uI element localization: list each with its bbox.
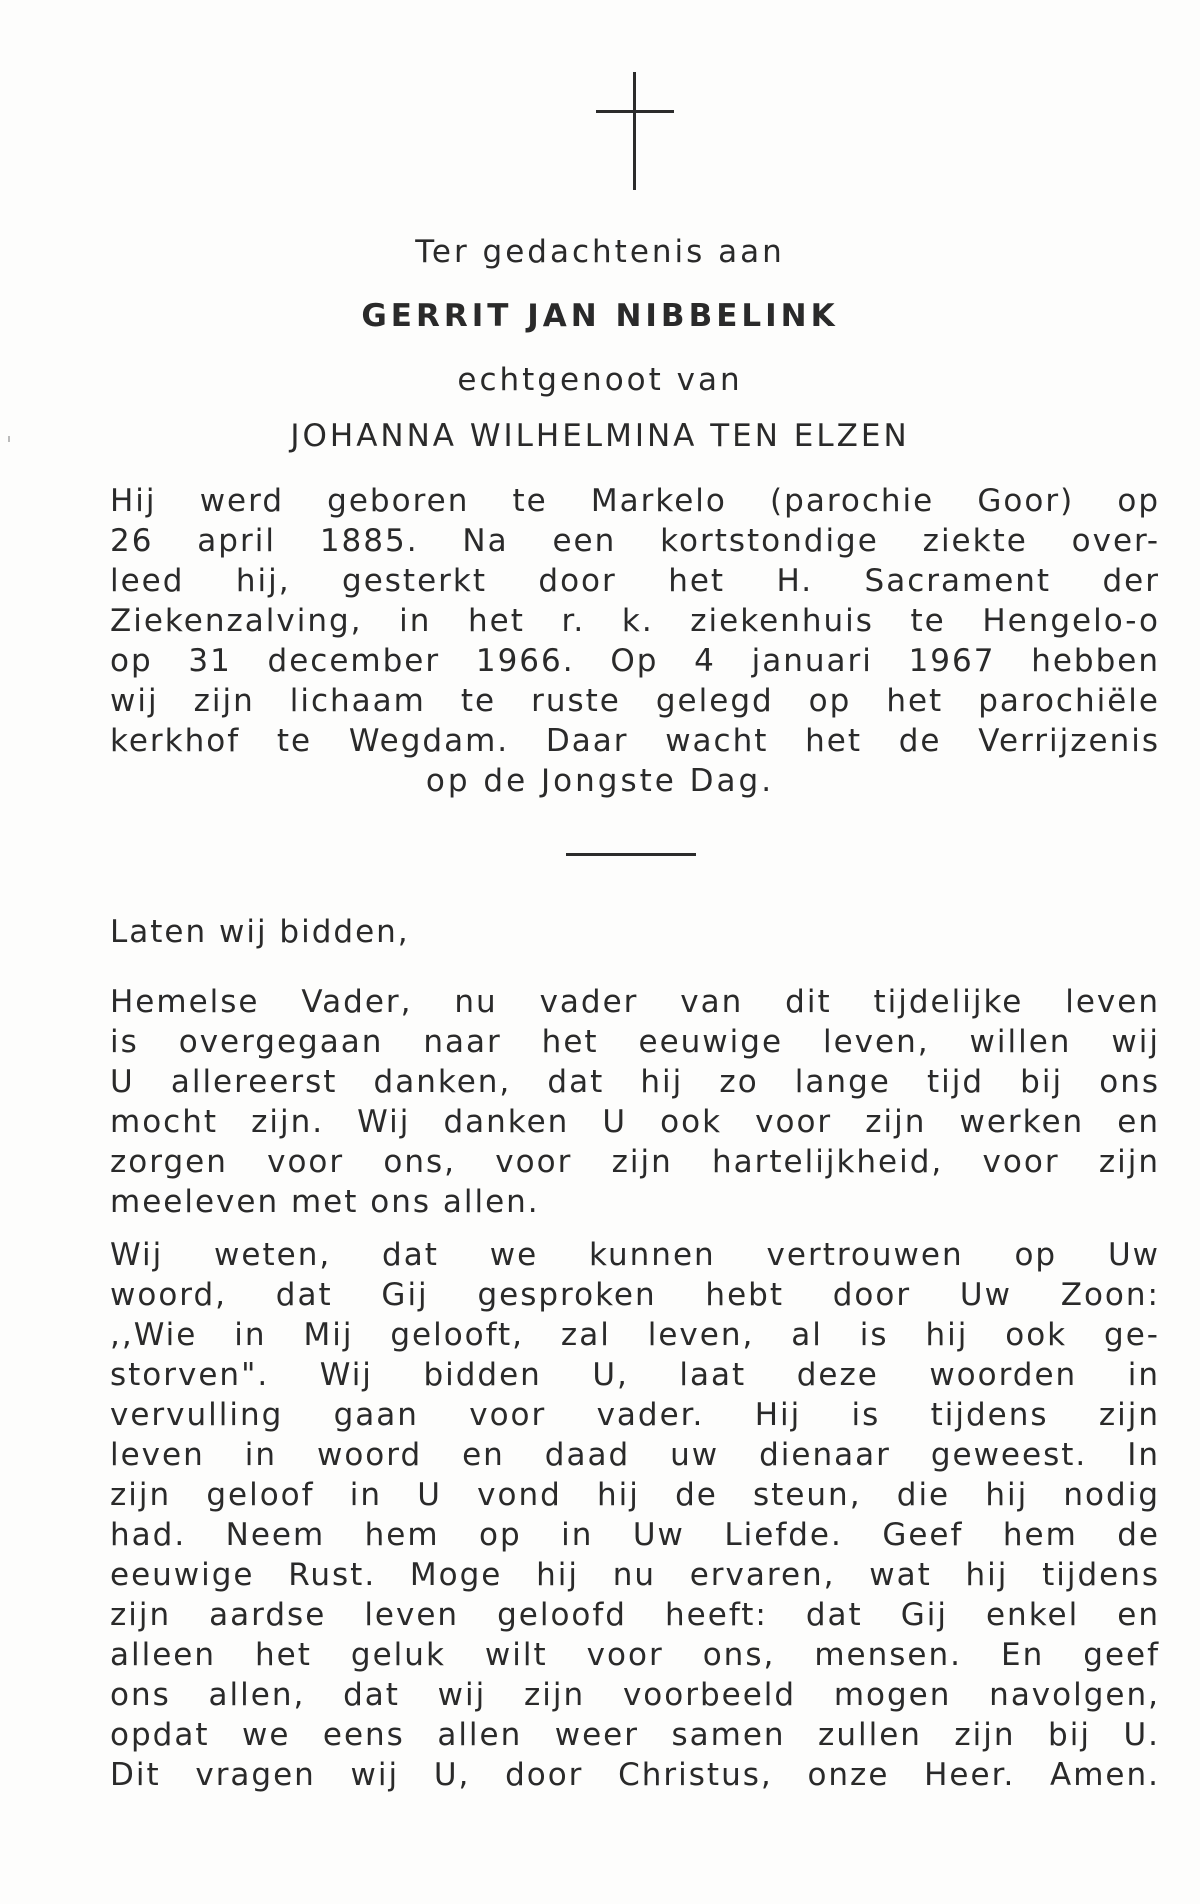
biography-line: op 31 december 1966. Op 4 januari 1967 hebben <box>110 643 1160 679</box>
biography-final-line: op de Jongste Dag. <box>425 763 775 799</box>
prayer-line: zijn geloof in U vond hij de steun, die hij nodig <box>110 1477 1160 1513</box>
deceased-name: GERRIT JAN NIBBELINK <box>361 298 839 334</box>
prayer-line: leven in woord en daad uw dienaar geweest. In <box>110 1437 1160 1473</box>
prayer-line: had. Neem hem op in Uw Liefde. Geef hem de <box>110 1517 1160 1553</box>
prayer-line: zorgen voor ons, voor zijn hartelijkheid, voor zijn <box>110 1144 1160 1180</box>
prayer-line: Wij weten, dat we kunnen vertrouwen op Uw <box>110 1237 1160 1273</box>
biography-line: kerkhof te Wegdam. Daar wacht het de Verrijzenis <box>110 723 1160 759</box>
prayer-line: Hemelse Vader, nu vader van dit tijdelijke leven <box>110 984 1160 1020</box>
prayer-line: mocht zijn. Wij danken U ook voor zijn werken en <box>110 1104 1160 1140</box>
prayer-line: Dit vragen wij U, door Christus, onze Heer. Amen. <box>110 1757 1160 1793</box>
biography-line: Ziekenzalving, in het r. k. ziekenhuis te Hengelo-o <box>110 603 1160 639</box>
prayer-line: woord, dat Gij gesproken hebt door Uw Zoon: <box>110 1277 1160 1313</box>
prayer-line: U allereerst danken, dat hij zo lange tijd bij ons <box>110 1064 1160 1100</box>
scan-mark <box>8 436 10 442</box>
prayer-line: storven". Wij bidden U, laat deze woorden in <box>110 1357 1160 1393</box>
prayer-line: vervulling gaan voor vader. Hij is tijdens zijn <box>110 1397 1160 1433</box>
biography-line: Hij werd geboren te Markelo (parochie Goor) op <box>110 483 1160 519</box>
biography-line: 26 april 1885. Na een kortstondige ziekte over- <box>110 523 1160 559</box>
relation-text: echtgenoot van <box>457 362 743 398</box>
cross-icon <box>596 72 676 192</box>
heading: Ter gedachtenis aan <box>415 234 785 270</box>
prayer-line: ,,Wie in Mij gelooft, zal leven, al is hij ook ge- <box>110 1317 1160 1353</box>
prayer-line: meeleven met ons allen. <box>110 1184 540 1220</box>
prayer-line: ons allen, dat wij zijn voorbeeld mogen navolgen, <box>110 1677 1160 1713</box>
biography-line: leed hij, gesterkt door het H. Sacrament der <box>110 563 1160 599</box>
spouse-name: JOHANNA WILHELMINA TEN ELZEN <box>290 418 910 454</box>
prayer-line: eeuwige Rust. Moge hij nu ervaren, wat hij tijdens <box>110 1557 1160 1593</box>
prayer-line: zijn aardse leven geloofd heeft: dat Gij enkel en <box>110 1597 1160 1633</box>
prayer-intro: Laten wij bidden, <box>110 914 410 950</box>
prayer-line: alleen het geluk wilt voor ons, mensen. En geef <box>110 1637 1160 1673</box>
prayer-line: opdat we eens allen weer samen zullen zijn bij U. <box>110 1717 1160 1753</box>
divider <box>566 853 696 856</box>
prayer-line: is overgegaan naar het eeuwige leven, willen wij <box>110 1024 1160 1060</box>
biography-line: wij zijn lichaam te ruste gelegd op het parochiële <box>110 683 1160 719</box>
